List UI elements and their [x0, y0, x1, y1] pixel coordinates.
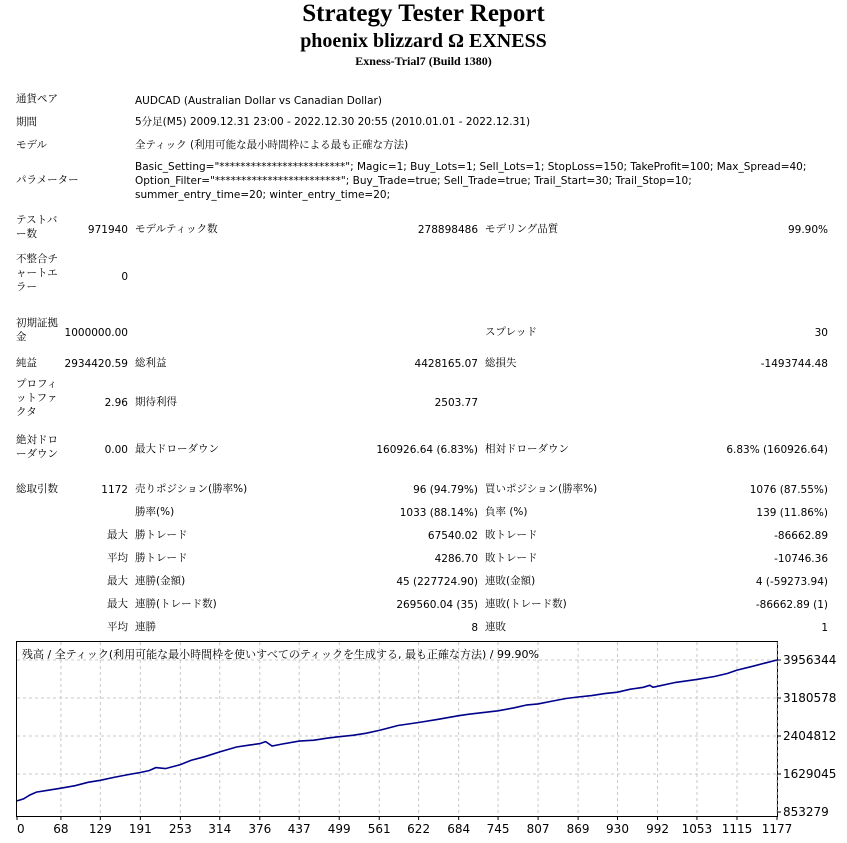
gross-loss-label: 総損失 — [485, 357, 517, 369]
params-value: Basic_Setting="************************"; Magic=1; Buy_Lots=1; Sell_Lots=1; StopLoss=150; TakeProfit=100; Max_Spread=40; Option_Filter="************************"; Buy_Trade=true; Sell_Trade=true; Trail_Start=30; Trail_Stop=10; summer_entry_time=20; winter_entry_time=20; — [135, 161, 807, 201]
x-tick-label: 745 — [486, 822, 510, 836]
chart-title: 残高 / 全ティック(利用可能な最小時間枠を使いすべてのティックを生成する, 最も正確な方法) / 99.90% — [22, 648, 539, 661]
spread-label: スプレッド — [485, 326, 537, 338]
deposit-value: 1000000.00 — [64, 327, 128, 339]
avg-win-label: 勝トレード — [135, 552, 188, 564]
expected-payoff-value: 2503.77 — [434, 397, 478, 409]
expert-name: phoenix blizzard Ω EXNESS — [300, 30, 547, 52]
x-tick-label: 1115 — [721, 822, 753, 836]
avg-cons-wins-label: 連勝 — [135, 621, 156, 633]
short-positions-value: 96 (94.79%) — [413, 484, 478, 496]
x-tick-label: 68 — [53, 822, 69, 836]
largest-loss-value: -86662.89 — [774, 530, 828, 542]
quality-value: 99.90% — [787, 224, 828, 236]
y-tick-label: 2404812 — [783, 729, 837, 743]
max-cons-loss-label: 連敗(トレード数) — [485, 598, 567, 610]
ticks-value: 278898486 — [417, 224, 478, 236]
max-cons-profit-value: 269560.04 (35) — [396, 599, 478, 611]
max-row-label: 最大 — [107, 529, 128, 541]
gross-profit-value: 4428165.07 — [414, 358, 478, 370]
loss-rate-value: 139 (11.86%) — [756, 507, 828, 519]
loss-rate-label: 負率 (%) — [485, 506, 528, 518]
y-tick-label: 3956344 — [783, 653, 837, 667]
spread-value: 30 — [814, 327, 828, 339]
avg-row-label-2: 平均 — [107, 621, 128, 633]
largest-win-value: 67540.02 — [427, 530, 478, 542]
win-rate-value: 1033 (88.14%) — [399, 507, 478, 519]
abs-drawdown-label: 絶対ドローダウン — [16, 434, 58, 460]
avg-cons-losses-label: 連敗 — [485, 621, 506, 633]
gross-loss-value: -1493744.48 — [760, 358, 828, 370]
mismatch-label: 不整合チャートエラー — [16, 253, 58, 293]
profit-factor-label: プロフィットファクタ — [16, 378, 58, 418]
x-tick-label: 129 — [88, 822, 112, 836]
avg-win-value: 4286.70 — [434, 553, 478, 565]
long-positions-value: 1076 (87.55%) — [749, 484, 828, 496]
abs-drawdown-value: 0.00 — [104, 444, 128, 456]
max-drawdown-value: 160926.64 (6.83%) — [376, 444, 478, 456]
max-cons-wins-label: 連勝(金額) — [135, 575, 186, 587]
y-tick-label: 3180578 — [783, 691, 837, 705]
period-value: 5分足(M5) 2009.12.31 23:00 - 2022.12.30 20:55 (2010.01.01 - 2022.12.31) — [135, 116, 531, 128]
avg-loss-value: -10746.36 — [774, 553, 828, 565]
max-cons-profit-label: 連勝(トレード数) — [135, 598, 217, 610]
max-cons-losses-label: 連敗(金額) — [485, 575, 536, 587]
net-label: 純益 — [16, 357, 37, 369]
long-positions-label: 買いポジション(勝率%) — [485, 483, 598, 495]
x-tick-label: 191 — [128, 822, 152, 836]
x-tick-label: 622 — [407, 822, 431, 836]
ticks-label: モデルティック数 — [135, 223, 218, 235]
short-positions-label: 売りポジション(勝率%) — [135, 483, 248, 495]
x-tick-label: 1177 — [761, 822, 793, 836]
quality-label: モデリング品質 — [485, 223, 559, 235]
mismatch-value: 0 — [121, 271, 128, 283]
params-label: パラメーター — [16, 174, 79, 186]
max-cons-wins-value: 45 (227724.90) — [396, 576, 478, 588]
avg-cons-wins-value: 8 — [471, 622, 478, 634]
period-label: 期間 — [16, 116, 37, 128]
max-drawdown-label: 最大ドローダウン — [135, 443, 219, 455]
rel-drawdown-value: 6.83% (160926.64) — [726, 444, 828, 456]
x-tick-label: 376 — [248, 822, 272, 836]
x-tick-label: 684 — [447, 822, 471, 836]
max-row-label-2: 最大 — [107, 575, 128, 587]
server-build: Exness-Trial7 (Build 1380) — [355, 54, 492, 68]
net-value: 2934420.59 — [64, 358, 128, 370]
x-tick-label: 992 — [646, 822, 669, 836]
x-tick-label: 314 — [208, 822, 232, 836]
x-tick-label: 869 — [566, 822, 590, 836]
x-tick-label: 499 — [327, 822, 351, 836]
max-row-label-3: 最大 — [107, 598, 128, 610]
x-tick-label: 437 — [287, 822, 311, 836]
avg-loss-label: 敗トレード — [485, 552, 538, 564]
report-title: Strategy Tester Report — [302, 0, 545, 27]
total-trades-value: 1172 — [101, 484, 128, 496]
chart-frame — [17, 642, 778, 817]
y-tick-label: 1629045 — [783, 767, 837, 781]
y-tick-label: 853279 — [783, 805, 829, 819]
x-tick-label: 0 — [17, 822, 25, 836]
deposit-label: 初期証拠金 — [16, 317, 58, 343]
x-tick-label: 561 — [367, 822, 391, 836]
avg-row-label: 平均 — [107, 552, 128, 564]
x-tick-label: 807 — [526, 822, 550, 836]
bars-value: 971940 — [87, 224, 128, 236]
x-tick-label: 253 — [168, 822, 192, 836]
model-label: モデル — [16, 139, 47, 151]
largest-loss-label: 敗トレード — [485, 529, 538, 541]
profit-factor-value: 2.96 — [104, 397, 128, 409]
bars-label: テストバー数 — [16, 214, 58, 240]
rel-drawdown-label: 相対ドローダウン — [485, 443, 569, 455]
x-tick-label: 1053 — [681, 822, 713, 836]
max-cons-loss-value: -86662.89 (1) — [755, 599, 828, 611]
win-rate-label: 勝率(%) — [135, 506, 175, 518]
max-cons-losses-value: 4 (-59273.94) — [755, 576, 828, 588]
avg-cons-losses-value: 1 — [821, 622, 828, 634]
largest-win-label: 勝トレード — [135, 529, 188, 541]
model-value: 全ティック (利用可能な最小時間枠による最も正確な方法) — [135, 139, 409, 151]
symbol-label: 通貨ペア — [16, 93, 58, 105]
x-tick-label: 930 — [606, 822, 629, 836]
expected-payoff-label: 期待利得 — [135, 396, 177, 408]
gross-profit-label: 総利益 — [135, 357, 167, 369]
total-trades-label: 総取引数 — [16, 483, 58, 495]
symbol-value: AUDCAD (Australian Dollar vs Canadian Dollar) — [135, 95, 382, 107]
